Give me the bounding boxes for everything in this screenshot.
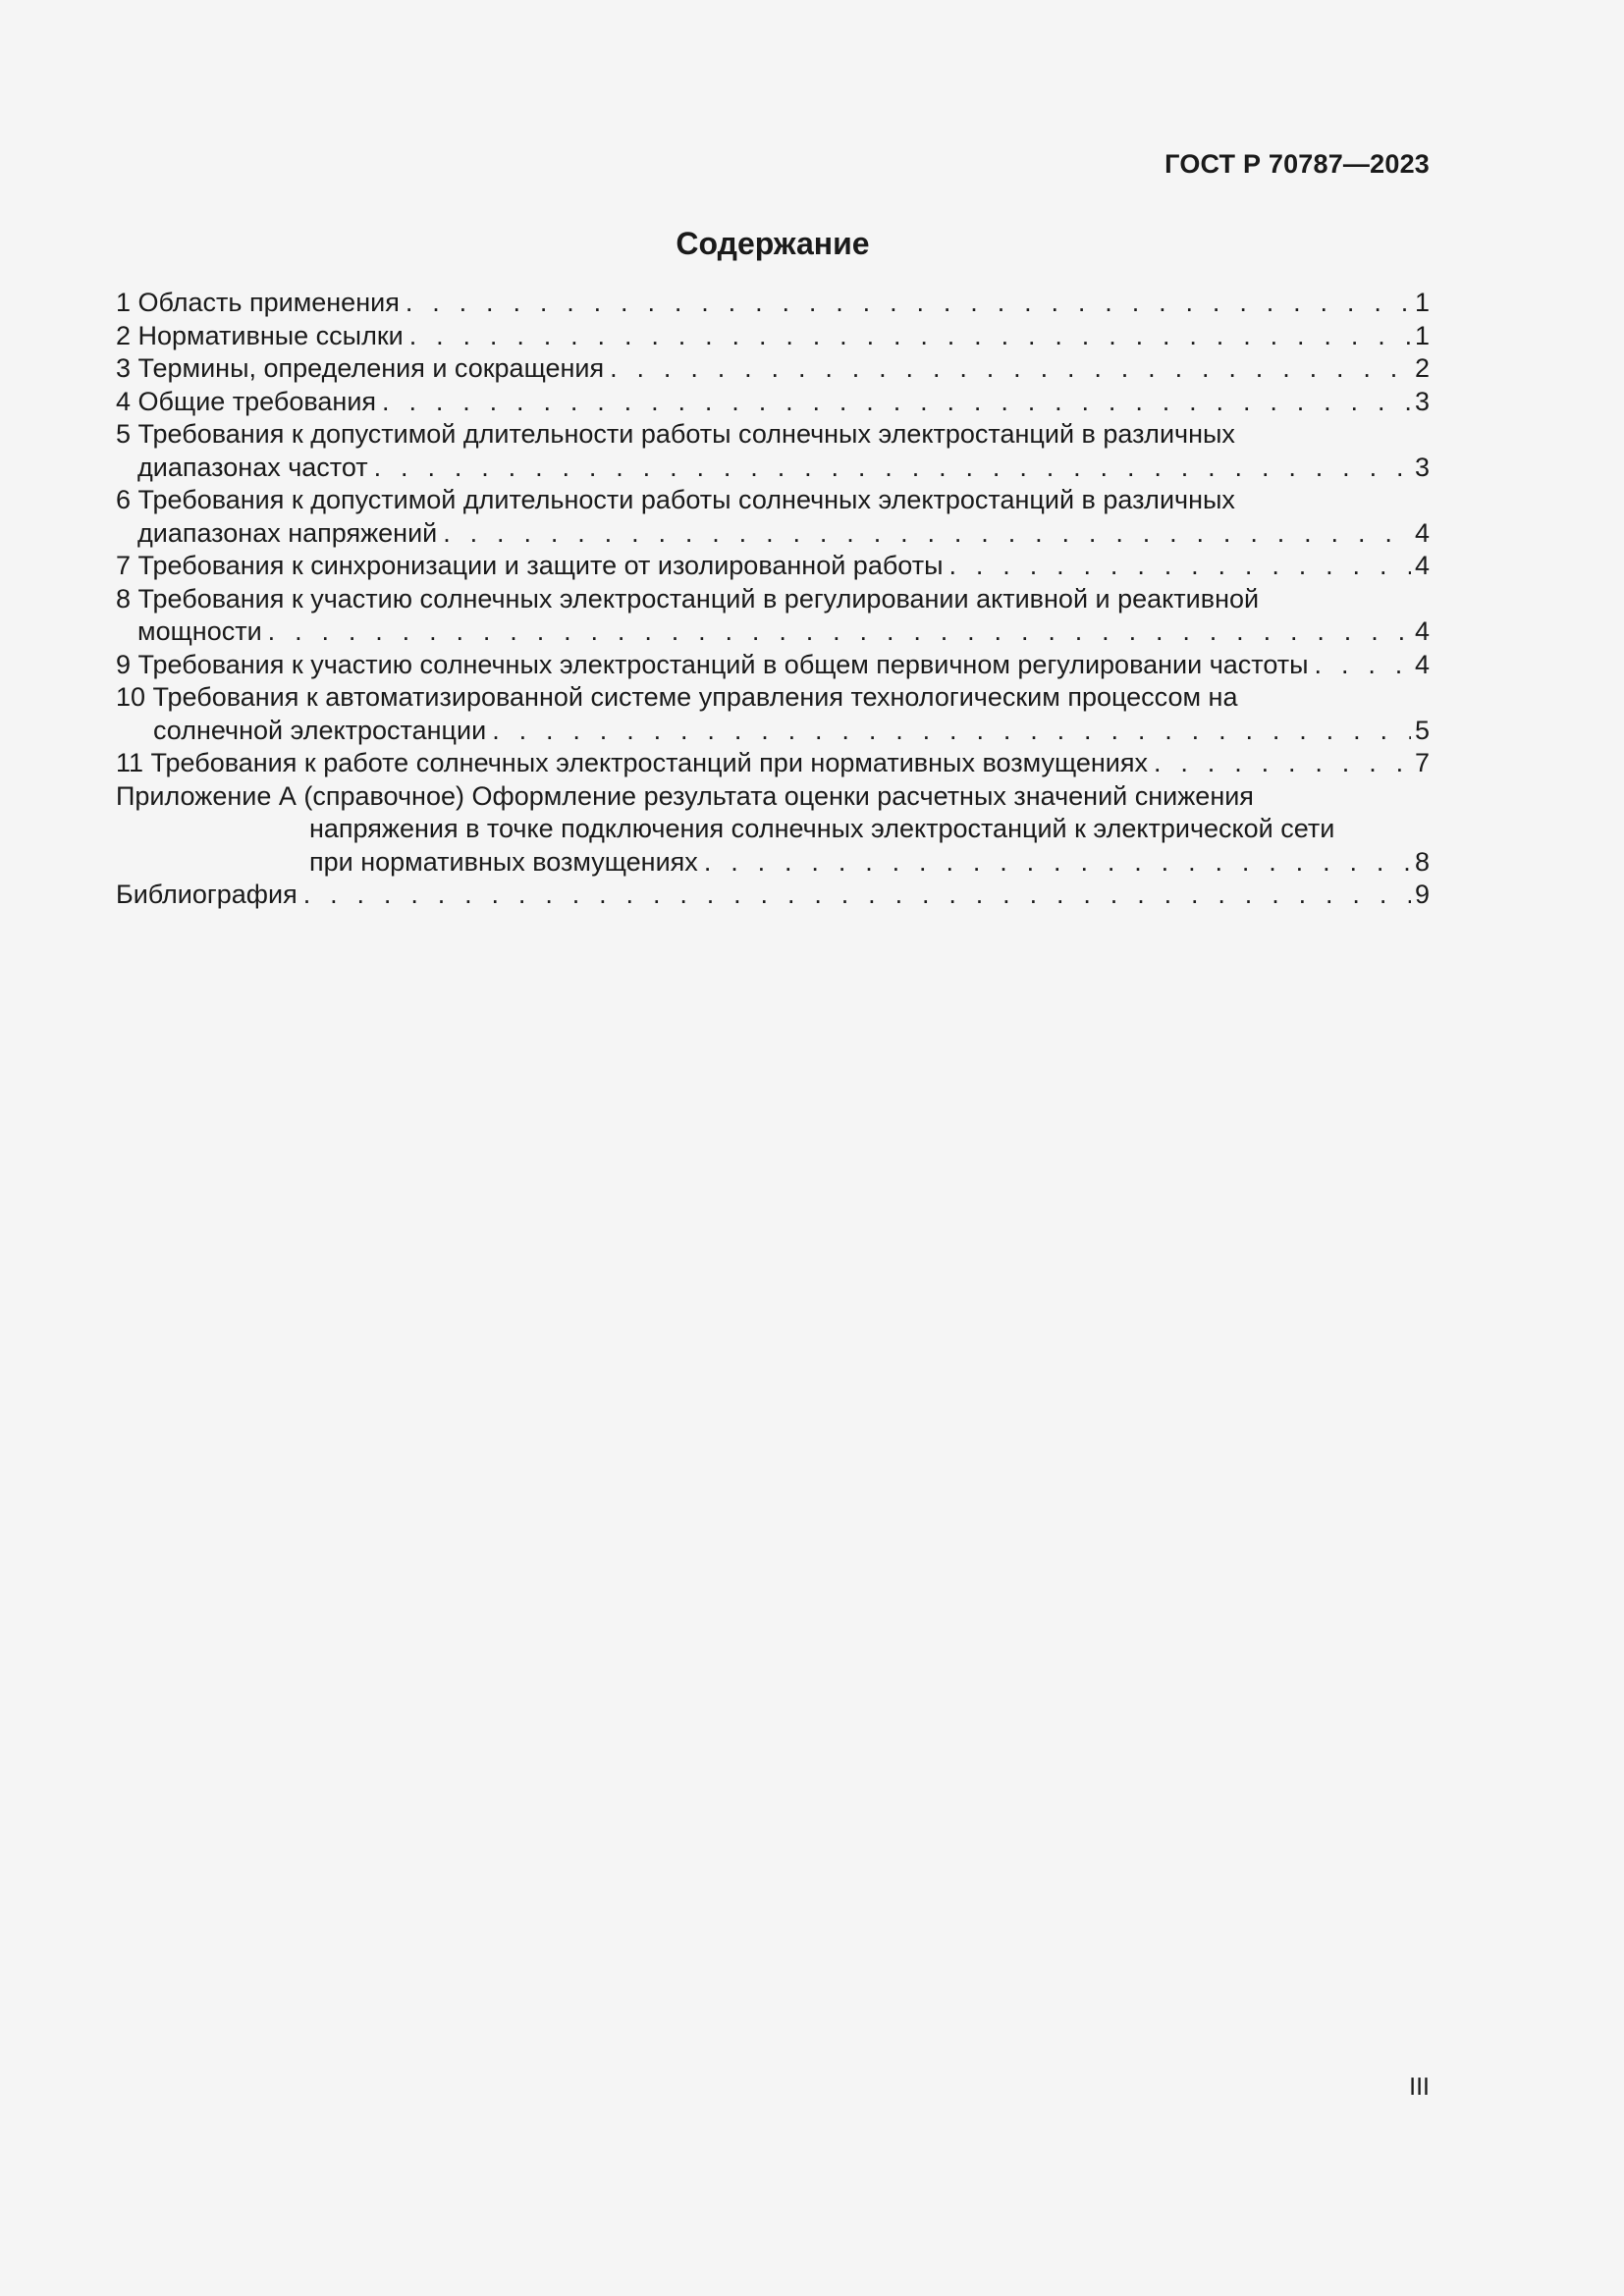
toc-entry-text: 6 Требования к допустимой длительности работы солнечных электростанций в различных <box>116 485 1235 514</box>
toc-entry-text: 10 Требования к автоматизированной системе управления технологическим процессом на <box>116 682 1238 712</box>
toc-entry-text-continuation: напряжения в точке подключения солнечных электростанций к электрической сети <box>309 814 1335 843</box>
toc-page-number: 1 <box>1414 288 1430 317</box>
dot-leader <box>409 320 1411 353</box>
toc-entry-text: Приложение А (справочное) Оформление результата оценки расчетных значений снижения <box>116 780 1254 811</box>
toc-entry[interactable] <box>116 681 1430 747</box>
toc-entry-text: 1 Область применения <box>116 288 400 317</box>
document-code: ГОСТ Р 70787—2023 <box>1164 149 1430 179</box>
toc-page-number: 3 <box>1414 452 1430 482</box>
toc-page-number: 4 <box>1414 616 1430 646</box>
toc-entry[interactable] <box>116 320 1430 353</box>
toc-page-number: 4 <box>1414 551 1430 580</box>
toc-entry-text-continuation: диапазонах напряжений <box>137 517 438 548</box>
toc-entry-text-continuation: диапазонах частот <box>137 452 368 482</box>
dot-leader <box>268 615 1411 649</box>
toc-entry-text-continuation: мощности <box>137 616 262 646</box>
dot-leader <box>492 715 1411 748</box>
toc-entry-text: 7 Требования к синхронизации и защите от изолированной работы <box>116 551 944 580</box>
toc-entry-appendix[interactable] <box>116 780 1430 880</box>
page-number: III <box>1409 2073 1430 2101</box>
toc-page-number: 8 <box>1414 846 1430 877</box>
toc-page-number: 2 <box>1414 353 1430 383</box>
toc-entry[interactable] <box>116 583 1430 649</box>
toc-entry[interactable] <box>116 484 1430 550</box>
toc-entry-text: 8 Требования к участию солнечных электростанций в регулировании активной и реактивной <box>116 583 1260 614</box>
toc-page-number: 5 <box>1414 715 1430 745</box>
toc-page-number: 4 <box>1414 517 1430 548</box>
toc-entry[interactable] <box>116 747 1430 780</box>
dot-leader <box>443 517 1411 551</box>
toc-entry[interactable] <box>116 649 1430 682</box>
dot-leader <box>704 846 1411 880</box>
toc-page-number: 7 <box>1414 748 1430 777</box>
dot-leader <box>1154 747 1411 780</box>
toc-entry[interactable] <box>116 352 1430 386</box>
toc-entry[interactable] <box>116 418 1430 484</box>
toc-entry-text: 11 Требования к работе солнечных электростанций при нормативных возмущениях <box>116 748 1148 777</box>
toc-entry-bibliography[interactable] <box>116 879 1430 912</box>
toc-entry[interactable] <box>116 287 1430 320</box>
toc-entry-text: 3 Термины, определения и сокращения <box>116 353 605 383</box>
table-of-contents <box>116 287 1430 912</box>
toc-entry-text: Библиография <box>116 880 298 909</box>
toc-page-number: 4 <box>1414 649 1430 679</box>
dot-leader <box>1315 649 1411 682</box>
toc-page-number: 1 <box>1414 320 1430 350</box>
dot-leader <box>303 879 1411 912</box>
toc-title: Содержание <box>676 226 870 261</box>
toc-entry-text-continuation: при нормативных возмущениях <box>309 846 698 877</box>
toc-entry-text: 5 Требования к допустимой длительности работы солнечных электростанций в различных <box>116 419 1235 449</box>
dot-leader <box>949 550 1411 583</box>
toc-entry[interactable] <box>116 386 1430 419</box>
dot-leader <box>406 287 1411 320</box>
toc-entry-text: 2 Нормативные ссылки <box>116 320 404 350</box>
dot-leader <box>610 352 1411 386</box>
toc-page-number: 3 <box>1414 386 1430 416</box>
toc-entry-text: 4 Общие требования <box>116 386 377 416</box>
dot-leader <box>382 386 1411 419</box>
toc-entry-text: 9 Требования к участию солнечных электростанций в общем первичном регулировании частоты <box>116 649 1309 679</box>
toc-page-number: 9 <box>1414 880 1430 909</box>
dot-leader <box>374 452 1411 485</box>
toc-entry[interactable] <box>116 550 1430 583</box>
toc-entry-text-continuation: солнечной электростанции <box>153 715 487 745</box>
